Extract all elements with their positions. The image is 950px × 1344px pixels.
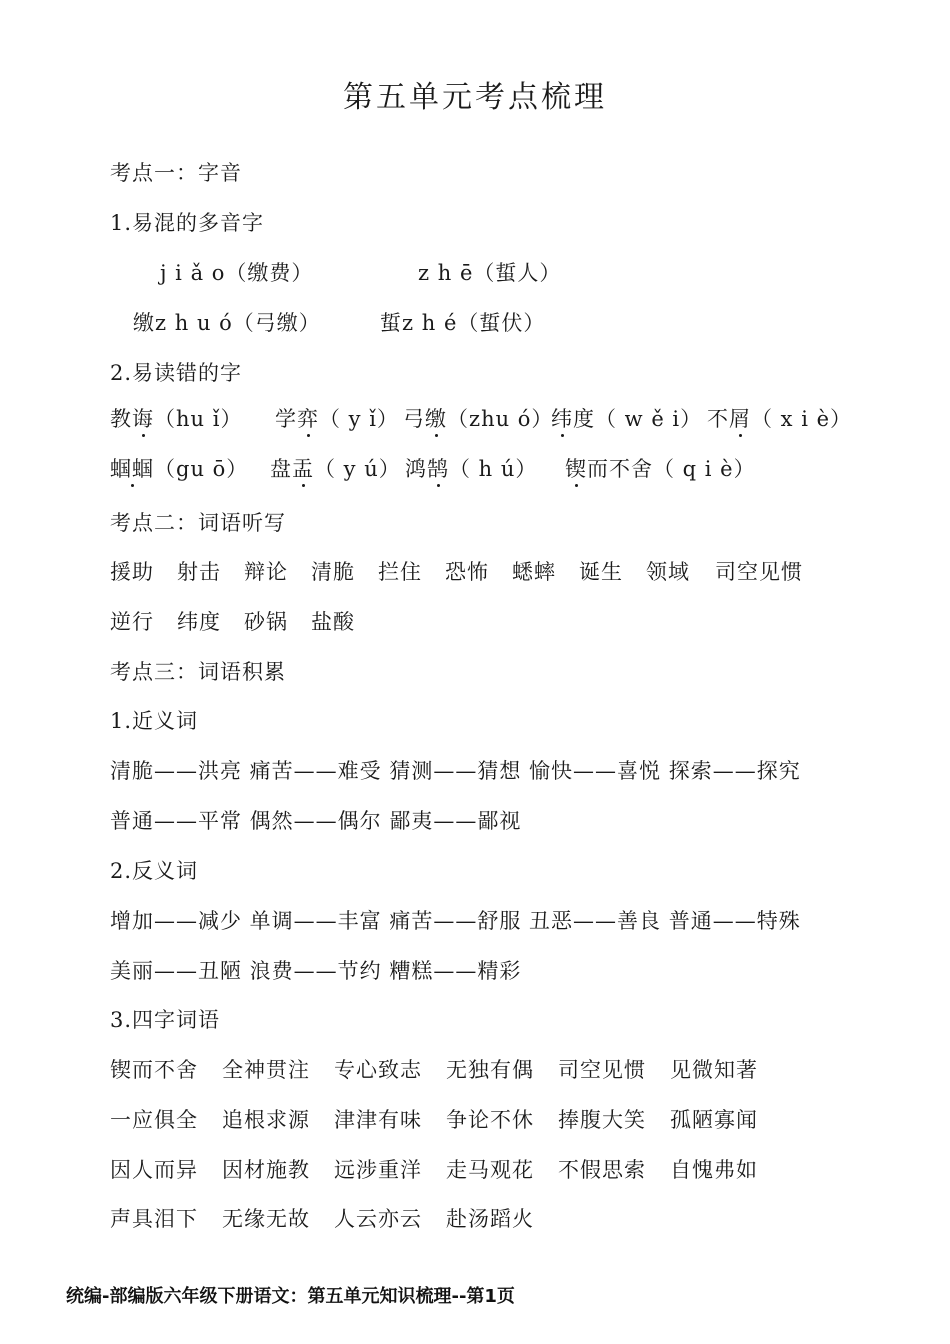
idiom: 追根求源: [222, 1108, 310, 1132]
dictation-row-2: [110, 607, 870, 637]
misread-item: 锲而不舍（ q i è）: [565, 454, 756, 484]
antonyms-label: 2.反义词: [110, 859, 199, 883]
idiom: 自愧弗如: [670, 1158, 758, 1182]
polyphone-zhe2: 蜇z h é（蜇伏）: [380, 311, 546, 335]
polyphone-jiao: j i ǎ o（缴费）: [160, 261, 314, 285]
idiom: 因材施教: [222, 1158, 310, 1182]
misread-item: 弓缴（zhu ó）: [403, 404, 553, 434]
dictation-word: 诞生: [579, 560, 623, 584]
misread-item: 学弈（ y ǐ）: [275, 404, 399, 434]
dictation-word: 辩论: [244, 560, 288, 584]
dictation-word: 盐酸: [311, 610, 355, 634]
idioms-row-2: [110, 1105, 870, 1135]
idiom: 无缘无故: [222, 1207, 310, 1231]
misread-item: 纬度（ w ě i）: [551, 404, 702, 434]
idiom: 人云亦云: [334, 1207, 422, 1231]
idiom: 锲而不舍: [110, 1058, 198, 1082]
dictation-word: 司空见惯: [715, 560, 803, 584]
idioms-row-4: [110, 1204, 870, 1234]
dictation-row-1: [110, 557, 870, 587]
idiom: 走马观花: [446, 1158, 534, 1182]
idiom: 孤陋寡闻: [670, 1108, 758, 1132]
idiom: 争论不休: [446, 1108, 534, 1132]
polyphone-subheading: 1.易混的多音字: [110, 211, 265, 235]
idiom: 远涉重洋: [334, 1158, 422, 1182]
synonyms-row-2: 普通——平常 偶然——偶尔 鄙夷——鄙视: [110, 809, 522, 833]
idioms-label: 3.四字词语: [110, 1008, 221, 1032]
page-title: 第五单元考点梳理: [343, 80, 607, 115]
synonyms-row-1: 清脆——洪亮 痛苦——难受 猜测——猜想 愉快——喜悦 探索——探究: [110, 759, 801, 783]
synonyms-label: 1.近义词: [110, 709, 199, 733]
idiom: 司空见惯: [558, 1058, 646, 1082]
idioms-row-1: [110, 1055, 870, 1085]
idioms-row-3: [110, 1155, 870, 1185]
dictation-word: 蟋蟀: [512, 560, 556, 584]
misread-row-2: [110, 454, 870, 484]
dictation-word: 援助: [110, 560, 154, 584]
dictation-word: 清脆: [311, 560, 355, 584]
misread-item: 蝈蝈（gu ō）: [110, 454, 248, 484]
point3-heading: 考点三：词语积累: [110, 660, 286, 684]
dictation-word: 砂锅: [244, 610, 288, 634]
idiom: 不假思索: [558, 1158, 646, 1182]
idiom: 一应俱全: [110, 1108, 198, 1132]
dictation-word: 射击: [177, 560, 221, 584]
dictation-word: 拦住: [378, 560, 422, 584]
idiom: 全神贯注: [222, 1058, 310, 1082]
idiom: 专心致志: [334, 1058, 422, 1082]
antonyms-row-1: 增加——减少 单调——丰富 痛苦——舒服 丑恶——善良 普通——特殊: [110, 909, 801, 933]
point1-heading: 考点一：字音: [110, 161, 242, 185]
misread-item: 盘盂（ y ú）: [270, 454, 401, 484]
idiom: 赴汤蹈火: [446, 1207, 534, 1231]
dictation-word: 逆行: [110, 610, 154, 634]
idiom: 无独有偶: [446, 1058, 534, 1082]
dictation-word: 纬度: [177, 610, 221, 634]
idiom: 津津有味: [334, 1108, 422, 1132]
polyphone-zhuo: 缴z h u ó（弓缴）: [133, 311, 321, 335]
idiom: 声具泪下: [110, 1207, 198, 1231]
misread-row-1: [110, 404, 870, 434]
idiom: 见微知著: [670, 1058, 758, 1082]
idiom: 因人而异: [110, 1158, 198, 1182]
polyphone-zhe: z h ē（蜇人）: [418, 261, 562, 285]
dictation-word: 恐怖: [445, 560, 489, 584]
misread-item: 教诲（hu ǐ）: [110, 404, 242, 434]
misread-item: 不屑（ x i è）: [707, 404, 852, 434]
antonyms-row-2: 美丽——丑陋 浪费——节约 糟糕——精彩: [110, 959, 522, 983]
misread-item: 鸿鹄（ h ú）: [405, 454, 537, 484]
point2-heading: 考点二：词语听写: [110, 511, 286, 535]
dictation-word: 领域: [646, 560, 690, 584]
page-footer: 统编-部编版六年级下册语文：第五单元知识梳理--第1页: [66, 1286, 515, 1307]
idiom: 捧腹大笑: [558, 1108, 646, 1132]
misread-subheading: 2.易读错的字: [110, 361, 243, 385]
